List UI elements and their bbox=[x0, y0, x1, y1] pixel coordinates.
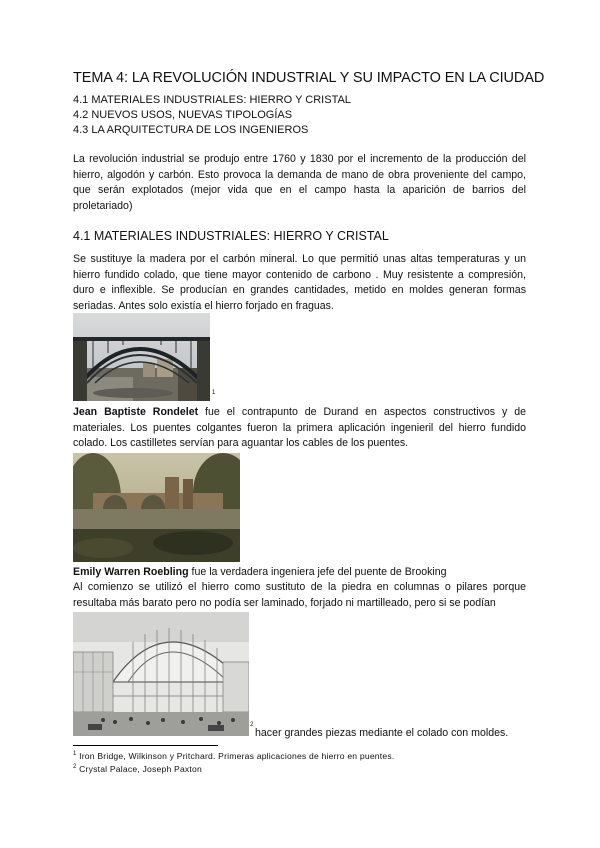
rondelet-text: fue el contrapunto de Durand en aspectos constructivos y de materiales. Los puentes colgantes fueron la primera aplicación ingenieril del hierro fundido colado. Los castilletes servían para aguantar los cables de los puentes. bbox=[73, 406, 526, 450]
roebling-line bbox=[73, 565, 526, 581]
toc-item-1: 4.1 MATERIALES INDUSTRIALES: HIERRO Y CRISTAL bbox=[73, 94, 351, 106]
footnote-1: $^1$ Iron Bridge, Wilkinson y Pritchard. Primeras aplicaciones de hierro en puentes. bbox=[73, 751, 395, 761]
intro-paragraph: La revolución industrial se produjo entre 1760 y 1830 por el incremento de la producción del hierro, algodón y carbón. Esto provoca la demanda de mano de obra proveniente del campo, que serán explotados (mejor vida que en el campo hasta la aparición de barrios del proletariado) bbox=[73, 153, 526, 212]
section-heading: 4.1 MATERIALES INDUSTRIALES: HIERRO Y CRISTAL bbox=[73, 229, 389, 243]
footnote-2: $^2$ Crystal Palace, Joseph Paxton bbox=[73, 764, 202, 774]
footnote-ref-1: 1 bbox=[212, 390, 216, 396]
roebling-name: Emily Warren Roebling bbox=[73, 566, 189, 578]
crystal-palace-image bbox=[73, 612, 249, 736]
iron-bridge-image bbox=[73, 313, 210, 401]
rondelet-paragraph bbox=[73, 405, 526, 452]
iron-paragraph: Al comienzo se utilizó el hierro como sustituto de la piedra en columnas o pilares porque resultaba más barato pero no podía ser laminado, forjado ni martilleado, pero si se podían bbox=[73, 581, 526, 609]
footnote-ref-2: 2 bbox=[250, 722, 254, 728]
materials-paragraph: Se sustituye la madera por el carbón mineral. Lo que permitió unas altas temperaturas y un hierro fundido colado, que tiene mayor contenido de carbono . Muy resistente a compresión, duro e inflexible. Se producían en grandes cantidades, metido en moldes generan formas seriadas. Antes solo existía el hierro forjado en fraguas. bbox=[73, 253, 526, 312]
roebling-text: fue la verdadera ingeniera jefe del puente de Brooking bbox=[188, 566, 447, 578]
bridge-painting-image bbox=[73, 453, 240, 562]
toc-item-2: 4.2 NUEVOS USOS, NUEVAS TIPOLOGÍAS bbox=[73, 109, 293, 121]
crystal-palace-caption-text: hacer grandes piezas mediante el colado con moldes. bbox=[255, 727, 509, 739]
toc-item-3: 4.3 LA ARQUITECTURA DE LOS INGENIEROS bbox=[73, 124, 309, 136]
footnote-divider bbox=[73, 745, 218, 746]
page-title: TEMA 4: LA REVOLUCIÓN INDUSTRIAL Y SU IMPACTO EN LA CIUDAD bbox=[73, 70, 545, 86]
rondelet-name: Jean Baptiste Rondelet bbox=[73, 406, 199, 418]
